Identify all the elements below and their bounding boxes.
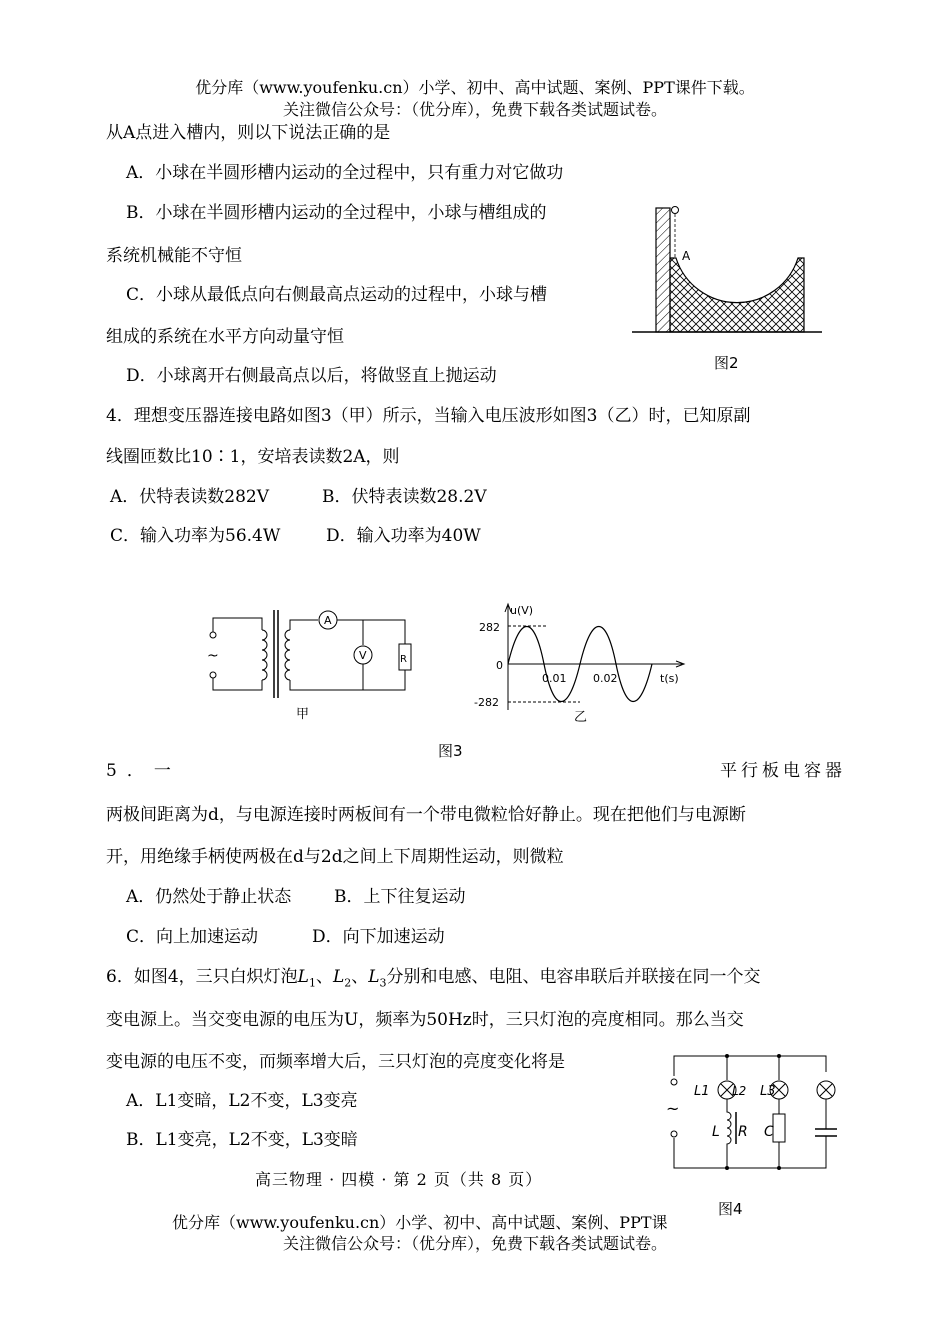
capacitor-label: C [764,1124,774,1140]
q4-option-d: D．输入功率为40W [326,526,481,546]
q5-stem-2: 两极间距离为d，与电源连接时两板间有一个带电微粒恰好静止。现在把他们与电源断 [106,805,746,825]
resistor-label: R [400,654,407,665]
figure-3-jia-label: 甲 [296,707,310,722]
q4-stem-2: 线圈匝数比10∶1，安培表读数2A，则 [106,447,400,467]
q5-stem-1 [106,760,846,782]
q5-stem-3: 开，用绝缘手柄使两极在d与2d之间上下周期性运动，则微粒 [106,847,564,867]
secondary-coil [285,630,290,680]
q3-option-c-2: 组成的系统在水平方向动量守恒 [106,327,344,347]
q4-option-b: B．伏特表读数28.2V [322,487,487,507]
y-min-label: -282 [474,696,499,709]
q6-option-b: B．L1变亮，L2不变，L3变暗 [126,1130,358,1150]
x-tick-0-02: 0.02 [593,672,618,685]
ac-source-symbol: ~ [207,648,219,664]
voltmeter-label: V [359,649,367,662]
primary-coil [262,630,267,680]
lamp-l1-label: L1 [694,1084,710,1099]
q6-stem-1-prefix: 6．如图4，三只白炽灯泡 [106,967,298,987]
y-zero-label: 0 [496,659,503,672]
footer-line-1: 优分库（www.youfenku.cn）小学、初中、高中试题、案例、PPT课 [172,1213,668,1232]
q3-stem-end: 从A点进入槽内，则以下说法正确的是 [106,123,391,143]
resistor-r [773,1114,785,1142]
figure-3-transformer-circuit [200,600,420,725]
q6-option-a: A．L1变暗，L2不变，L3变亮 [126,1091,358,1111]
q6-stem-1: 6．如图4，三只白炽灯泡$L_1$、$L_2$、$L_3$分别和电感、电阻、电容串联后并联接在同一个交 [106,967,761,990]
lamp-l3-label: L3 [760,1084,776,1099]
header-line-2: 关注微信公众号：（优分库），免费下载各类试题试卷。 [282,100,667,119]
q3-option-a: A．小球在半圆形槽内运动的全过程中，只有重力对它做功 [126,163,564,183]
figure-2-caption: 图2 [714,354,739,372]
header-line-1: 优分库（www.youfenku.cn）小学、初中、高中试题、案例、PPT课件下载。 [195,78,755,97]
ammeter-label: A [324,614,332,627]
figure-3-caption: 图3 [438,742,463,760]
figure-3-yi-label: 乙 [574,710,588,725]
figure-4-caption: 图4 [718,1200,743,1218]
inductor-label: L [712,1124,720,1140]
q6-stem-2: 变电源上。当交变电源的电压为U，频率为50Hz时，三只灯泡的亮度相同。那么当交 [106,1010,744,1030]
q6-stem-1-suffix: 分别和电感、电阻、电容串联后并联接在同一个交 [386,967,761,987]
lamp-l2-label: L2 [732,1084,747,1098]
inductor [727,1099,731,1168]
q4-option-a: A．伏特表读数282V [110,487,270,507]
ball [672,207,679,214]
x-tick-0-01: 0.01 [542,672,567,685]
q5-stem-start: 5．一 [106,761,181,781]
figure-2-groove [628,200,828,345]
page-info: 高三物理 · 四模 · 第 2 页（共 8 页） [255,1170,543,1189]
left-wall [656,208,670,332]
q3-option-d: D．小球离开右侧最高点以后，将做竖直上抛运动 [126,366,497,386]
q4-option-c: C．输入功率为56.4W [110,526,281,546]
resistor-label: R [738,1124,748,1140]
q5-stem-right: 平行板电容器 [720,761,846,781]
q3-option-c-1: C．小球从最低点向右侧最高点运动的过程中，小球与槽 [126,285,548,305]
y-axis-label: u(V) [510,604,534,617]
groove-body [670,258,804,332]
figure-4-circuit [660,1052,850,1177]
figure-3-voltage-waveform [470,600,700,725]
q5-option-d: D．向下加速运动 [312,927,445,947]
q3-option-b-1: B．小球在半圆形槽内运动的全过程中，小球与槽组成的 [126,203,547,223]
q3-option-b-2: 系统机械能不守恒 [106,246,242,266]
q6-stem-3: 变电源的电压不变，而频率增大后，三只灯泡的亮度变化将是 [106,1052,565,1072]
q5-option-c: C．向上加速运动 [126,927,259,947]
q4-stem-1: 4．理想变压器连接电路如图3（甲）所示，当输入电压波形如图3（乙）时，已知原副 [106,406,751,426]
ac-source-symbol: ~ [666,1099,680,1118]
point-a-label: A [682,249,691,263]
y-max-label: 282 [479,621,500,634]
q5-option-a: A．仍然处于静止状态 [126,887,292,907]
x-axis-label: t(s) [660,672,679,685]
footer-line-2: 关注微信公众号：（优分库），免费下载各类试题试卷。 [282,1234,667,1253]
q5-option-b: B．上下往复运动 [334,887,466,907]
